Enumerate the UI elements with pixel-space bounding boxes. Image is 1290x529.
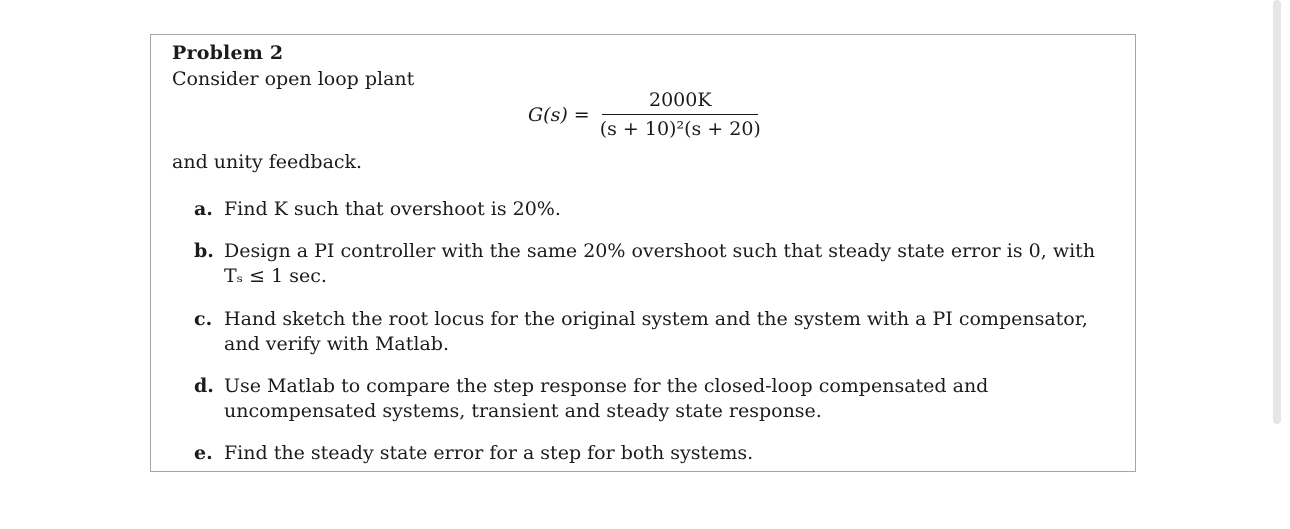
vertical-scrollbar[interactable] <box>1273 0 1281 424</box>
problem-item-d <box>194 374 1119 424</box>
item-letter: e. <box>194 442 213 464</box>
equation-lhs: G(s) = <box>528 103 590 126</box>
item-letter: d. <box>194 375 214 397</box>
problem-title: Problem 2 <box>172 42 284 64</box>
feedback-statement: and unity feedback. <box>172 151 363 173</box>
problem-box <box>150 34 1136 472</box>
item-letter: c. <box>194 308 213 330</box>
problem-intro: Consider open loop plant <box>172 68 415 90</box>
item-text: Hand sketch the root locus for the original system and the system with a PI compensator, and verify with Matlab. <box>224 308 1088 355</box>
problem-item-b <box>194 239 1119 289</box>
item-text: Find the steady state error for a step for both systems. <box>224 442 754 464</box>
item-letter: b. <box>194 240 214 262</box>
item-text: Find K such that overshoot is 20%. <box>224 198 561 220</box>
problem-item-e <box>194 441 1119 466</box>
problem-item-c <box>194 307 1119 357</box>
item-letter: a. <box>194 198 213 220</box>
transfer-function-equation <box>528 89 761 140</box>
problem-item-a <box>194 197 1119 222</box>
item-text: Design a PI controller with the same 20% overshoot such that steady state error is 0, with Tₛ ≤ 1 sec. <box>224 240 1096 287</box>
item-text: Use Matlab to compare the step response for the closed-loop compensated and uncompensated systems, transient and steady state response. <box>224 375 989 422</box>
equation-denominator: (s + 10)²(s + 20) <box>599 118 761 141</box>
equation-fraction <box>600 89 761 140</box>
equation-numerator: 2000K <box>649 89 712 111</box>
